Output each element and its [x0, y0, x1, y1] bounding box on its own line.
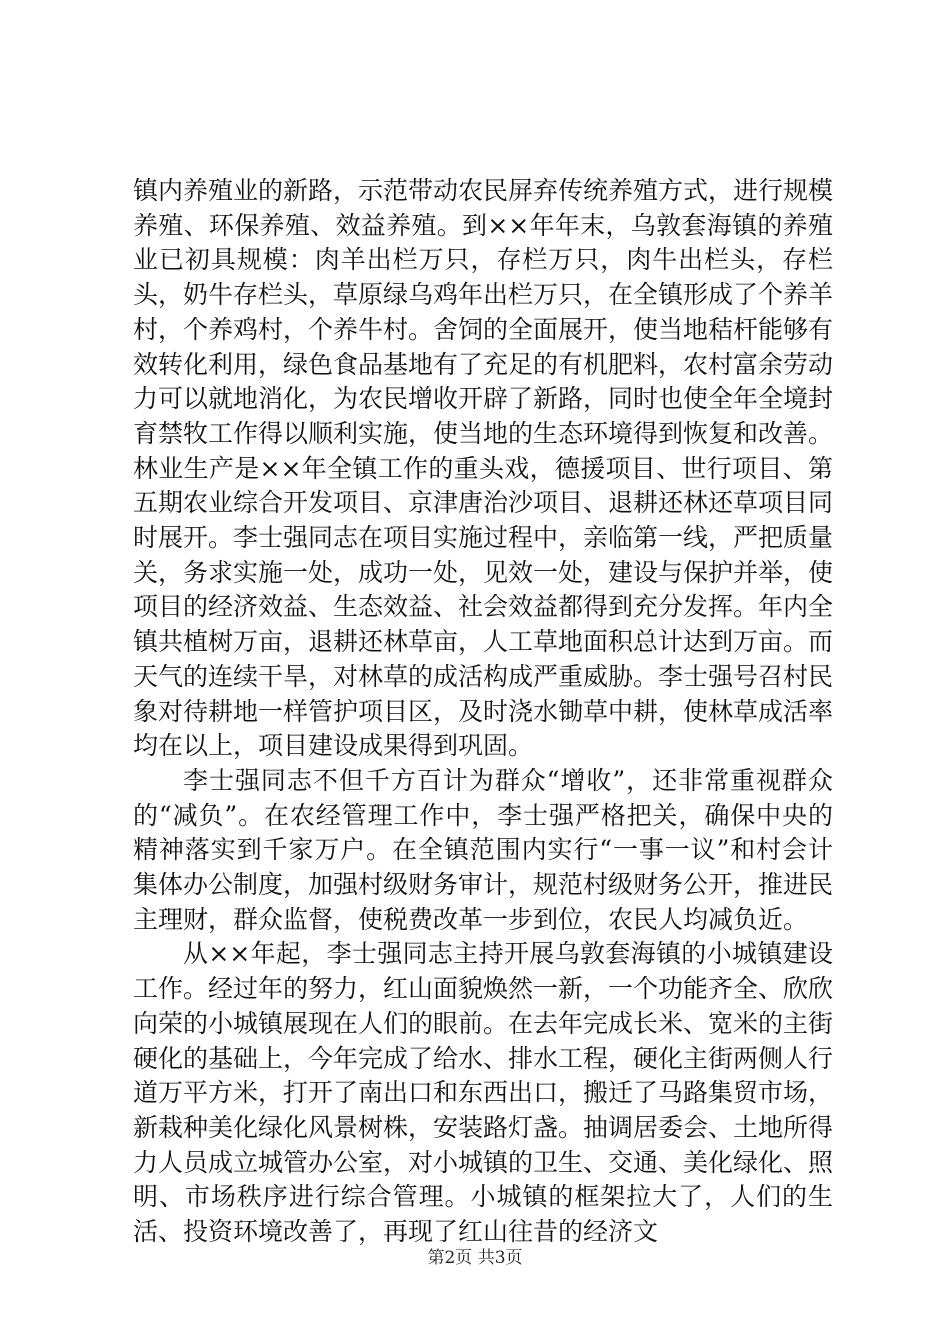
- document-body: [133, 174, 833, 1250]
- paragraph-1: 镇内养殖业的新路，示范带动农民屏弃传统养殖方式，进行规模养殖、环保养殖、效益养殖。到××年年末，乌敦套海镇的养殖业已初具规模：肉羊出栏万只，存栏万只，肉牛出栏头，存栏头，奶牛存栏头，草原绿乌鸡年出栏万只，在全镇形成了个养羊村，个养鸡村，个养牛村。舍饲的全面展开，使当地秸杆能够有效转化利用，绿色食品基地有了充足的有机肥料，农村富余劳动力可以就地消化，为农民增收开辟了新路，同时也使全年全境封育禁牧工作得以顺利实施，使当地的生态环境得到恢复和改善。林业生产是××年全镇工作的重头戏，德援项目、世行项目、第五期农业综合开发项目、京津唐治沙项目、退耕还林还草项目同时展开。李士强同志在项目实施过程中，亲临第一线，严把质量关，务求实施一处，成功一处，见效一处，建设与保护并举，使项目的经济效益、生态效益、社会效益都得到充分发挥。年内全镇共植树万亩，退耕还林草亩，人工草地面积总计达到万亩。而天气的连续干旱，对林草的成活构成严重威胁。李士强号召村民象对待耕地一样管护项目区，及时浇水锄草中耕，使林草成活率均在以上，项目建设成果得到巩固。: [133, 176, 834, 761]
- paragraph-3: 从××年起，李士强同志主持开展乌敦套海镇的小城镇建设工作。经过年的努力，红山面貌焕然一新，一个功能齐全、欣欣向荣的小城镇展现在人们的眼前。在去年完成长米、宽米的主街硬化的基础上，今年完成了给水、排水工程，硬化主街两侧人行道万平方米，打开了南出口和东西出口，搬迁了马路集贸市场，新栽种美化绿化风景树株，安装路灯盏。抽调居委会、土地所得力人员成立城管办公室，对小城镇的卫生、交通、美化绿化、照明、市场秩序进行综合管理。小城镇的框架拉大了，人们的生活、投资环境改善了，再现了红山往昔的经济文: [133, 939, 834, 1247]
- page-footer: 第2页 共3页: [427, 1248, 523, 1268]
- paragraph-2: 李士强同志不但千方百计为群众“增收”，还非常重视群众的“减负”。在农经管理工作中，李士强严格把关，确保中央的精神落实到千家万户。在全镇范围内实行“一事一议”和村会计集体办公制度，加强村级财务审计，规范村级财务公开，推进民主理财，群众监督，使税费改革一步到位，农民人均减负近。: [133, 765, 834, 934]
